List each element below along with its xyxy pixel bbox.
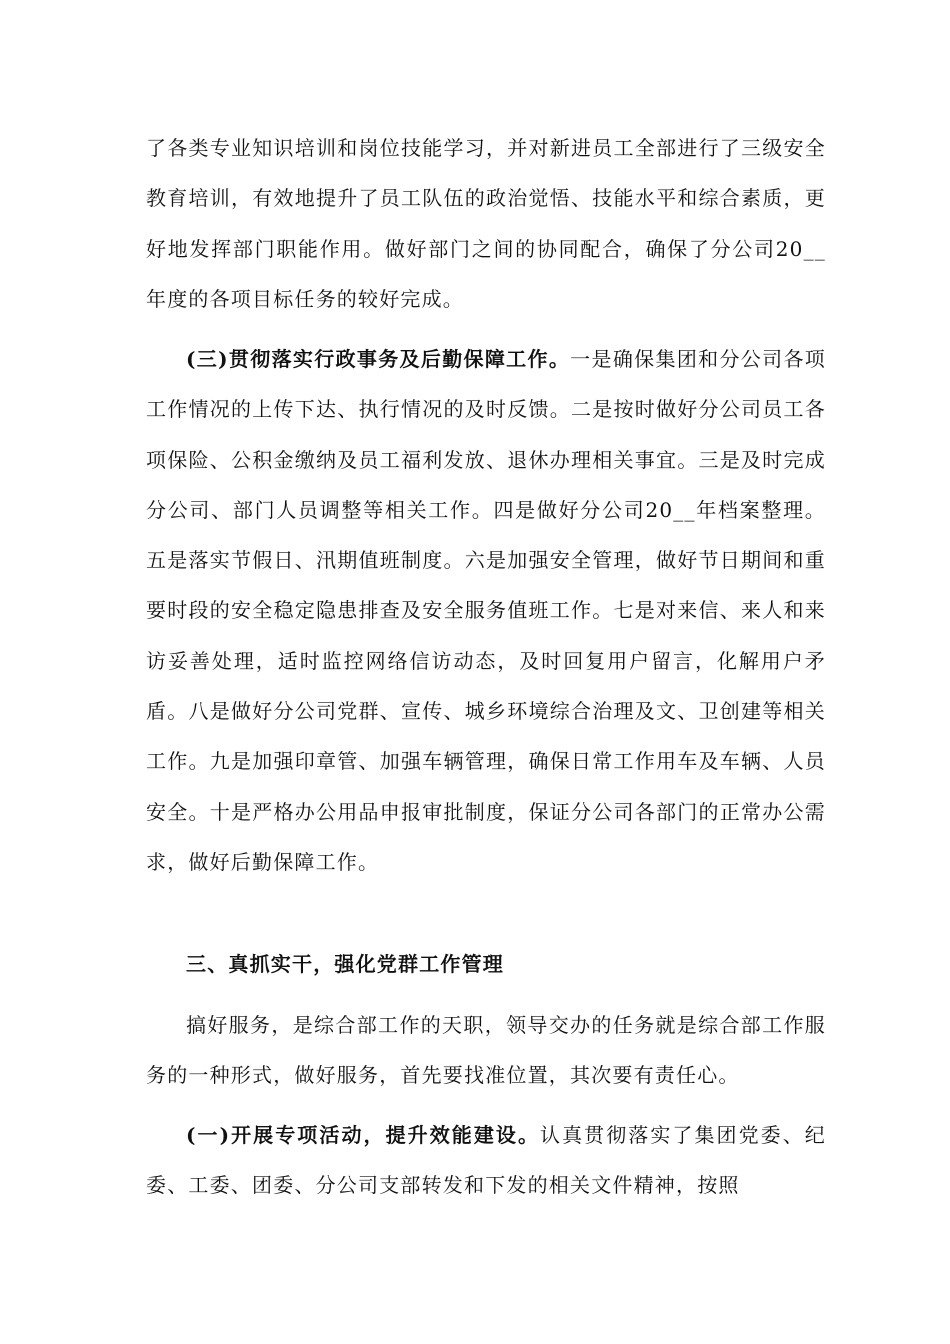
paragraph-training-text: 了各类专业知识培训和岗位技能学习，并对新进员工全部进行了三级安全教育培训，有效地提升了员工队伍的政治觉悟、技能水平和综合素质，更好地发挥部门职能作用。做好部门之间的协同配合，确保了分公司20__年度的各项目标任务的较好完成。 xyxy=(146,136,826,311)
paragraph-special-activities-heading: (一)开展专项活动，提升效能建设。 xyxy=(186,1123,541,1147)
paragraph-special-activities xyxy=(146,1110,826,1211)
paragraph-training xyxy=(146,123,826,324)
paragraph-admin-logistics xyxy=(146,334,826,887)
paragraph-service-text: 搞好服务，是综合部工作的天职，领导交办的任务就是综合部工作服务的一种形式，做好服务，首先要找准位置，其次要有责任心。 xyxy=(146,1013,826,1088)
paragraph-special-activities-text: 认真贯彻落实了集团党委、纪委、工委、团委、分公司支部转发和下发的相关文件精神，按照 xyxy=(146,1123,827,1198)
section-heading-party-work: 三、真抓实干，强化党群工作管理 xyxy=(186,952,504,976)
paragraph-service xyxy=(146,1000,826,1101)
paragraph-admin-logistics-heading: (三)贯彻落实行政事务及后勤保障工作。 xyxy=(186,347,571,371)
paragraph-admin-logistics-text: 一是确保集团和分公司各项工作情况的上传下达、执行情况的及时反馈。二是按时做好分公司员工各项保险、公积金缴纳及员工福利发放、退休办理相关事宜。三是及时完成分公司、部门人员调整等相关工作。四是做好分公司20__年档案整理。五是落实节假日、汛期值班制度。六是加强安全管理，做好节日期间和重要时段的安全稳定隐患排查及安全服务值班工作。七是对来信、来人和来访妥善处理，适时监控网络信访动态，及时回复用户留言，化解用户矛盾。八是做好分公司党群、宣传、城乡环境综合治理及文、卫创建等相关工作。九是加强印章管、加强车辆管理，确保日常工作用车及车辆、人员安全。十是严格办公用品申报审批制度，保证分公司各部门的正常办公需求，做好后勤保障工作。 xyxy=(146,347,826,874)
